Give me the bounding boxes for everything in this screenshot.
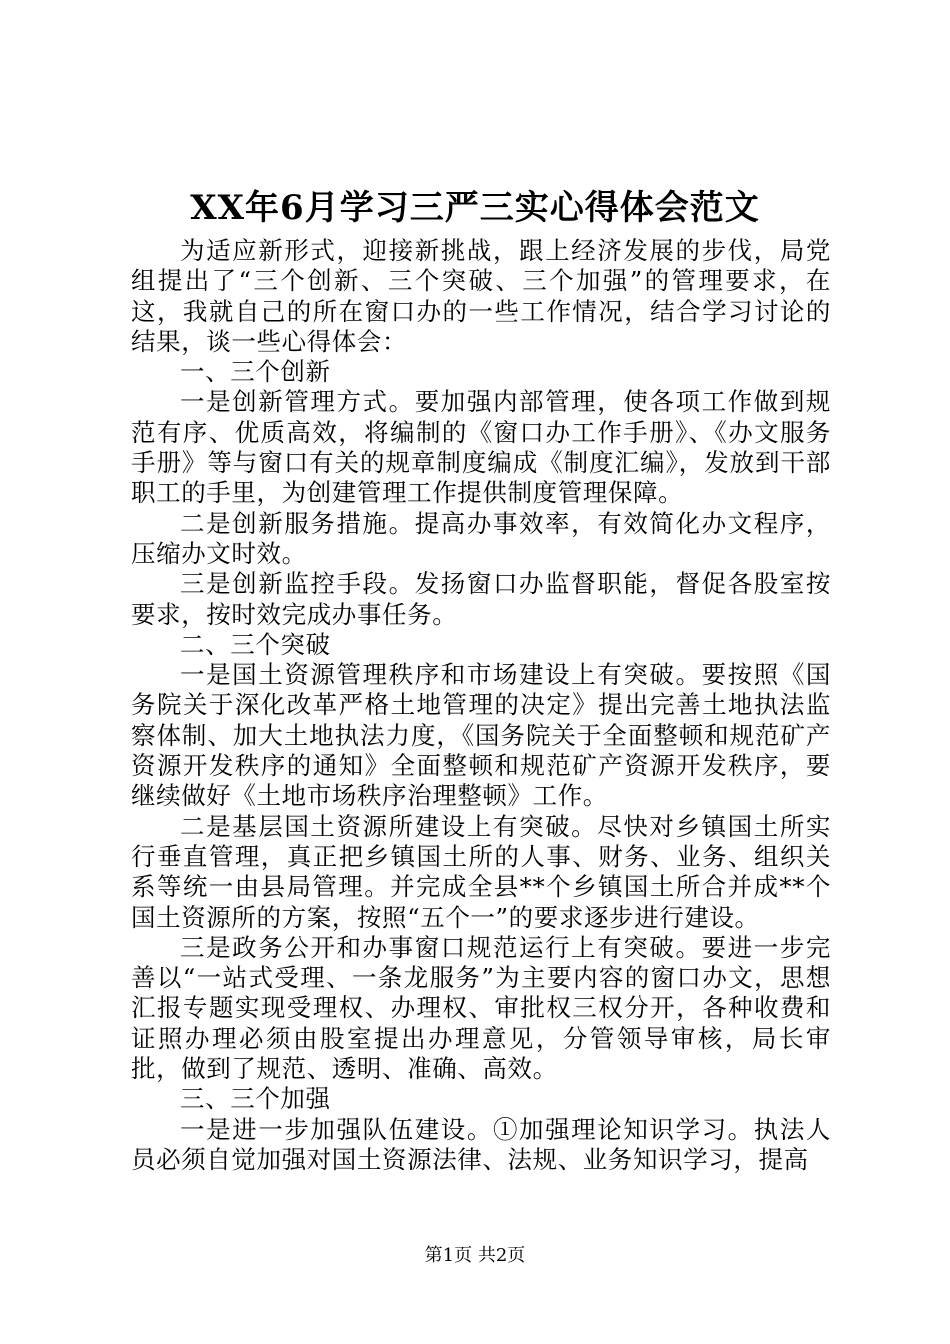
page-footer: 第1页 共2页 [424, 1245, 526, 1266]
paragraph-innovation-2: 二是创新服务措施。提高办事效率，有效简化办文程序，压缩办文时效。 [131, 508, 831, 568]
section-heading-breakthrough: 二、三个突破 [180, 629, 331, 659]
paragraph-strengthen-1: 一是进一步加强队伍建设。①加强理论知识学习。执法人员必须自觉加强对国土资源法律、法规、业务知识学习，提高 [131, 1114, 831, 1174]
section-heading-innovation: 一、三个创新 [180, 357, 331, 387]
paragraph-breakthrough-2: 二是基层国土资源所建设上有突破。尽快对乡镇国土所实行垂直管理，真正把乡镇国土所的人事、财务、业务、组织关系等统一由县局管理。并完成全县**个乡镇国土所合并成**个国土资源所的方案，按照“五个一”的要求逐步进行建设。 [131, 811, 831, 932]
intro-paragraph: 为适应新形式，迎接新挑战，跟上经济发展的步伐，局党组提出了“三个创新、三个突破、三个加强”的管理要求，在这，我就自己的所在窗口办的一些工作情况，结合学习讨论的结果，谈一些心得体会： [131, 236, 831, 356]
paragraph-innovation-1: 一是创新管理方式。要加强内部管理，使各项工作做到规范有序、优质高效，将编制的《窗口办工作手册》、《办文服务手册》等与窗口有关的规章制度编成《制度汇编》，发放到干部职工的手里，为创建管理工作提供制度管理保障。 [131, 387, 831, 508]
paragraph-breakthrough-1: 一是国土资源管理秩序和市场建设上有突破。要按照《国务院关于深化改革严格土地管理的决定》提出完善土地执法监察体制、加大土地执法力度，《国务院关于全面整顿和规范矿产资源开发秩序的通知》全面整顿和规范矿产资源开发秩序，要继续做好《土地市场秩序治理整顿》工作。 [131, 660, 831, 811]
document-body [131, 236, 831, 1175]
paragraph-innovation-3: 三是创新监控手段。发扬窗口办监督职能，督促各股室按要求，按时效完成办事任务。 [131, 569, 831, 629]
document-title: XX年6月学习三严三实心得体会范文 [190, 188, 760, 228]
section-heading-strengthen: 三、三个加强 [180, 1084, 331, 1114]
paragraph-breakthrough-3: 三是政务公开和办事窗口规范运行上有突破。要进一步完善以“一站式受理、一条龙服务”为主要内容的窗口办文，思想汇报专题实现受理权、办理权、审批权三权分开，各种收费和证照办理必须由股室提出办理意见，分管领导审核，局长审批，做到了规范、透明、准确、高效。 [131, 932, 831, 1084]
